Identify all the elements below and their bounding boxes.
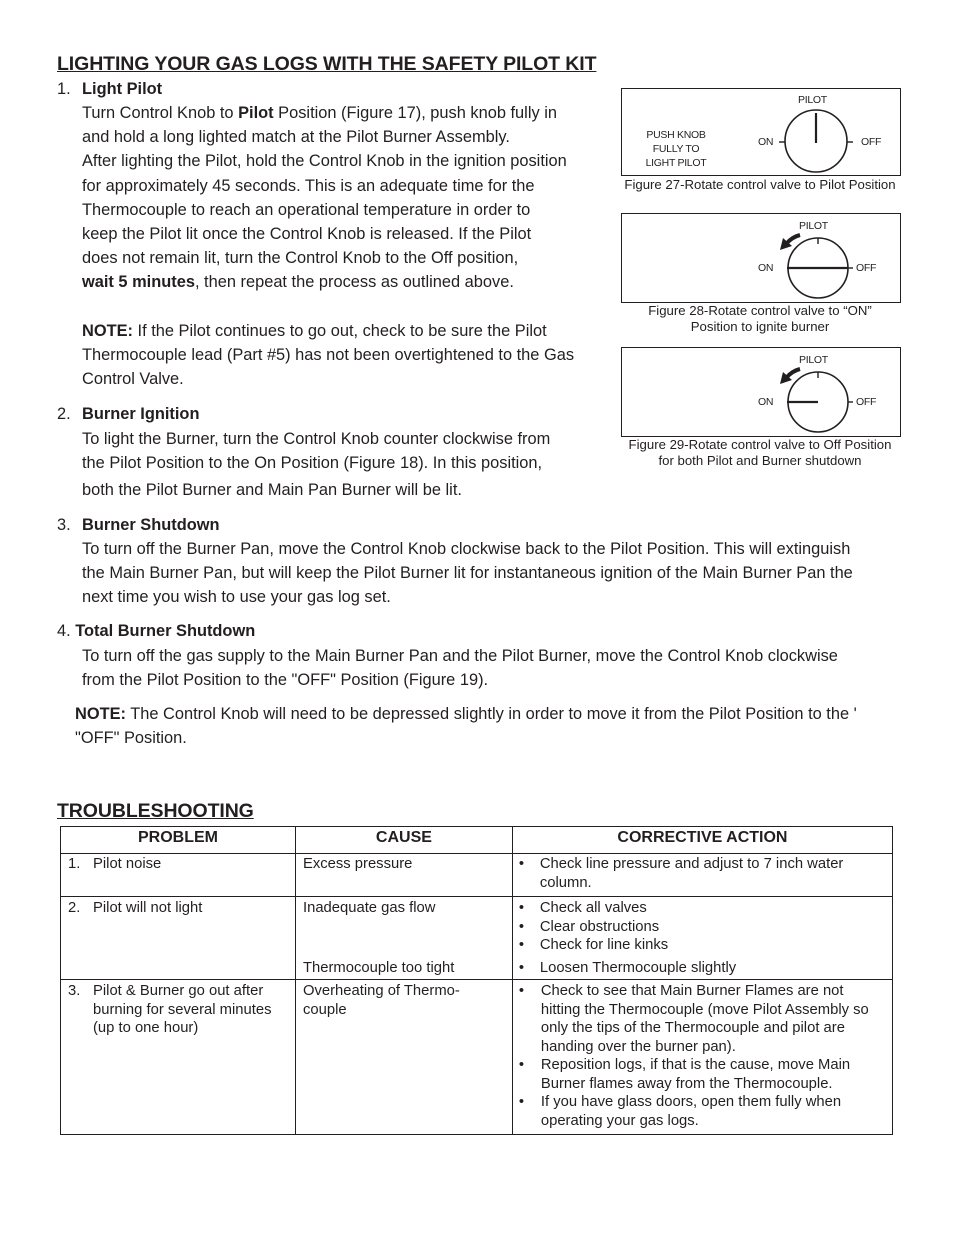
figure-29 <box>621 347 901 437</box>
figure-28 <box>621 213 901 303</box>
action-item <box>519 959 884 978</box>
text: The Control Knob will need to be depressed slightly in order to move it from the Pilot Position to the ' <box>126 705 857 723</box>
column-header-cause: CAUSE <box>295 827 512 854</box>
text: the Pilot Position to the On Position (Figure 18). In this position, <box>82 454 543 473</box>
bullet: • <box>518 900 525 916</box>
cause-cell <box>295 897 512 980</box>
row-number: 1. <box>68 856 81 872</box>
text: PUSH KNOB <box>646 129 706 141</box>
troubleshooting-table <box>60 826 893 1135</box>
step-heading: Light Pilot <box>82 80 163 98</box>
dial-label-pilot: PILOT <box>798 94 827 106</box>
note-label: NOTE: <box>75 705 126 723</box>
final-note <box>75 702 915 750</box>
figure-29-caption <box>600 437 920 469</box>
text: Figure 28-Rotate control valve to “ON” <box>648 303 872 318</box>
cause-text: Inadequate gas flow <box>302 900 436 916</box>
column-header-corrective-action: CORRECTIVE ACTION <box>512 827 892 854</box>
action-cell <box>512 980 892 1135</box>
dial-label-off: OFF <box>856 262 877 274</box>
step-number: 3. <box>57 516 71 534</box>
text: for both Pilot and Burner shutdown <box>658 453 862 468</box>
problem-text: Pilot noise <box>93 856 162 872</box>
text: keep the Pilot lit once the Control Knob is released. If the Pilot <box>82 225 532 244</box>
cause-text: Excess pressure <box>302 856 413 872</box>
bullet: • <box>518 1057 525 1073</box>
problem-text: Pilot will not light <box>93 900 203 916</box>
text: Thermocouple lead (Part #5) has not been overtightened to the Gas <box>82 345 575 364</box>
figure-28-caption <box>600 303 920 335</box>
action-cell <box>512 897 892 980</box>
bullet: • <box>518 1094 525 1110</box>
cause-cell <box>295 854 512 897</box>
step-3-body <box>82 537 912 610</box>
cause-text: Thermocouple too tight <box>302 959 455 976</box>
action-text: Check to see that Main Burner Flames are not hitting the Thermocouple (move Pilot Assembly so only the tips of the Thermocouple and pilot are handing over the burner pan). <box>540 983 869 1055</box>
dial-label-on: ON <box>758 136 774 148</box>
step-number: 1. <box>57 80 71 98</box>
valve-dial-diagram <box>622 214 900 302</box>
step-4-body <box>82 644 912 692</box>
problem-cell <box>61 980 296 1135</box>
step-4-heading-line <box>57 619 255 643</box>
cause-cell <box>295 980 512 1135</box>
section-title-troubleshooting: TROUBLESHOOTING <box>57 800 254 822</box>
step-heading: Total Burner Shutdown <box>75 622 256 640</box>
action-text: If you have glass doors, open them fully when operating your gas logs. <box>540 1094 842 1129</box>
text: Position (Figure 17), push knob fully in <box>273 104 557 122</box>
dial-label-pilot: PILOT <box>799 220 828 232</box>
action-text: Check line pressure and adjust to 7 inch water column. <box>539 856 844 891</box>
table-row <box>61 897 893 980</box>
dial-label-on: ON <box>758 262 774 274</box>
bullet: • <box>518 918 525 935</box>
text: "OFF" Position. <box>75 729 187 748</box>
step-heading: Burner Ignition <box>82 405 200 423</box>
text: To turn off the Burner Pan, move the Control Knob clockwise back to the Pilot Position. This will extinguish <box>82 540 851 558</box>
action-item <box>519 918 884 937</box>
action-item <box>519 982 884 1056</box>
note-label: NOTE: <box>82 321 133 340</box>
step-2-body <box>82 427 612 503</box>
text: Figure 29-Rotate control valve to Off Position <box>628 437 892 452</box>
action-item <box>519 1093 884 1130</box>
text: Position to ignite burner <box>690 319 830 334</box>
push-knob-note <box>640 128 712 170</box>
bullet: • <box>518 983 525 999</box>
text: next time you wish to use your gas log set. <box>82 588 391 607</box>
action-text: Loosen Thermocouple slightly <box>539 959 737 976</box>
valve-dial-diagram <box>622 348 900 436</box>
text: the Main Burner Pan, but will keep the Pilot Burner lit for instantaneous ignition of the Main Burner Pan the <box>82 564 853 583</box>
dial-label-off: OFF <box>856 396 877 408</box>
problem-cell <box>61 897 296 980</box>
action-item <box>519 936 884 955</box>
action-item <box>519 855 884 892</box>
text: Thermocouple to reach an operational temperature in order to <box>82 200 531 219</box>
step-1-body <box>82 101 612 391</box>
action-text: Check for line kinks <box>539 937 669 953</box>
table-row <box>61 980 893 1135</box>
table-row <box>61 854 893 897</box>
text: Control Valve. <box>82 370 184 389</box>
problem-text: Pilot & Burner go out after burning for several minutes (up to one hour) <box>93 983 272 1036</box>
text: If the Pilot continues to go out, check to be sure the Pilot <box>133 321 547 340</box>
dial-label-on: ON <box>758 396 774 408</box>
table-header-row <box>61 827 893 854</box>
text-bold: wait 5 minutes <box>82 273 195 292</box>
text: After lighting the Pilot, hold the Control Knob in the ignition position <box>82 152 567 171</box>
action-text: Reposition logs, if that is the cause, move Main Burner flames away from the Thermocouple. <box>540 1057 851 1092</box>
bullet: • <box>518 937 525 953</box>
text: Turn Control Knob to <box>82 104 239 122</box>
section-title-lighting: LIGHTING YOUR GAS LOGS WITH THE SAFETY PILOT KIT <box>57 53 597 75</box>
action-cell <box>512 854 892 897</box>
step-number: 4. <box>57 622 71 640</box>
action-text: Clear obstructions <box>539 918 660 935</box>
text: and hold a long lighted match at the Pilot Burner Assembly. <box>82 128 510 147</box>
text: , then repeat the process as outlined above. <box>194 273 514 292</box>
action-item <box>519 1056 884 1093</box>
text: from the Pilot Position to the "OFF" Position (Figure 19). <box>82 671 489 690</box>
row-number: 3. <box>68 983 81 999</box>
bullet: • <box>518 959 525 976</box>
text: To light the Burner, turn the Control Knob counter clockwise from <box>82 430 551 448</box>
text: for approximately 45 seconds. This is an adequate time for the <box>82 176 535 195</box>
dial-label-pilot: PILOT <box>799 354 828 366</box>
column-header-problem: PROBLEM <box>61 827 296 854</box>
action-text: Check all valves <box>539 900 647 916</box>
text-bold: Pilot <box>238 104 274 122</box>
bullet: • <box>518 856 525 872</box>
dial-label-off: OFF <box>861 136 882 148</box>
text: FULLY TO <box>652 143 700 155</box>
text: both the Pilot Burner and Main Pan Burner will be lit. <box>82 481 462 500</box>
text: does not remain lit, turn the Control Knob to the Off position, <box>82 249 519 268</box>
step-heading: Burner Shutdown <box>82 516 220 534</box>
figure-27 <box>621 88 901 176</box>
problem-cell <box>61 854 296 897</box>
action-item <box>519 899 884 918</box>
row-number: 2. <box>68 900 81 916</box>
figure-27-caption: Figure 27-Rotate control valve to Pilot Position <box>624 177 896 192</box>
text: To turn off the gas supply to the Main Burner Pan and the Pilot Burner, move the Control Knob clockwise <box>82 647 838 665</box>
text: LIGHT PILOT <box>645 157 707 169</box>
step-number: 2. <box>57 405 71 423</box>
cause-text: Overheating of Thermo- couple <box>302 983 460 1018</box>
